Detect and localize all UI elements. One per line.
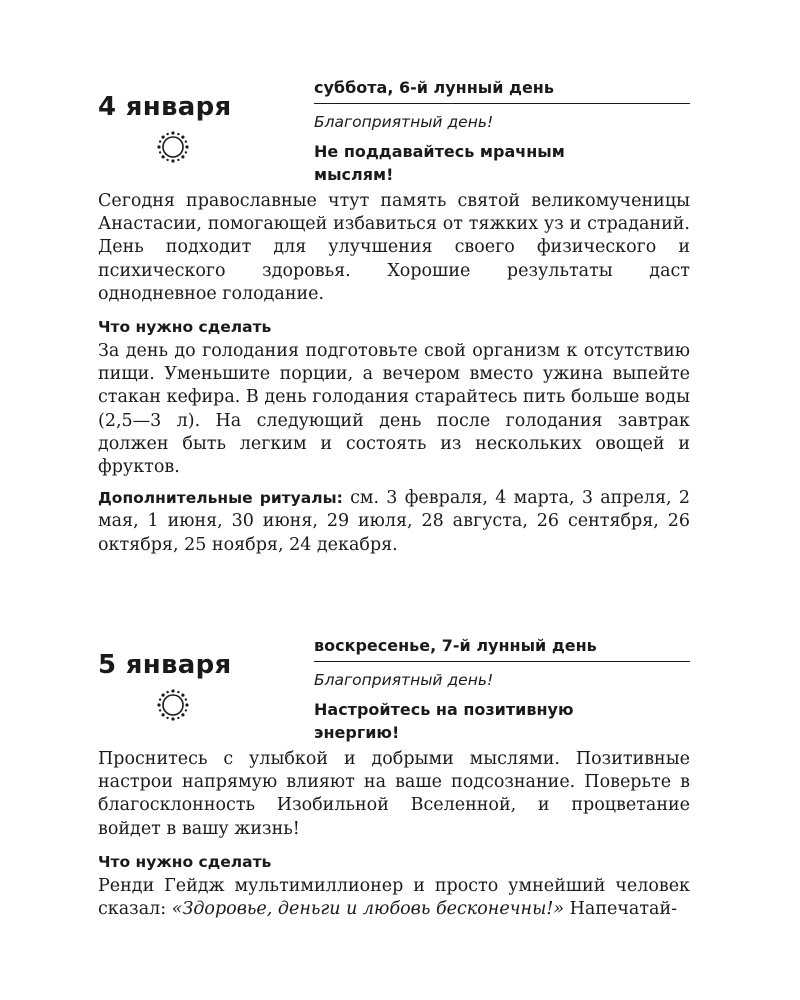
entry-date: 5 января — [98, 650, 232, 680]
favorable-day-label: Благоприятный день! — [314, 113, 494, 131]
extra-rituals-dates: см. 3 февраля, 4 марта, 3 апреля, 2 мая, 1 июня, 30 июня, 29 июля, 28 августа, 26 сентября, 26 октября, 25 ноября, 24 декабря. — [98, 488, 690, 555]
sun-icon — [156, 688, 190, 722]
entry-meta — [314, 76, 690, 186]
todo-heading: Что нужно сделать — [98, 318, 272, 337]
entry-meta — [314, 634, 690, 744]
entry-date: 4 января — [98, 92, 232, 122]
entry-header — [98, 634, 690, 748]
day-entry-jan-5 — [98, 634, 690, 921]
entry-intro: Сегодня православные чтут память святой великомученицы Анастасии, помогающей избавиться от тяжких уз и страданий. День подходит для улучшения своего физического и психического здоровья. Хорошие результаты даст однодневное голодание. — [98, 191, 690, 304]
todo-text — [98, 875, 690, 921]
todo-heading: Что нужно сделать — [98, 852, 272, 871]
extra-rituals-label: Дополнительные ритуалы: — [98, 489, 343, 508]
extra-rituals — [98, 487, 690, 557]
day-motto: Не поддавайтесь мрачным мыслям! — [314, 142, 565, 184]
weekday-lunar-day: суббота, 6-й лунный день — [314, 76, 690, 104]
todo-quote: «Здоровье, деньги и любовь бесконечны!» — [171, 899, 565, 920]
day-entry-jan-4 — [98, 76, 690, 557]
favorable-day-label: Благоприятный день! — [314, 671, 494, 689]
weekday-lunar-day: воскресенье, 7-й лунный день — [314, 634, 690, 662]
entry-intro: Проснитесь с улыбкой и добрыми мыслями. Позитивные настрои напрямую влияют на ваше подсознание. Поверьте в благосклонность Изобильной Вселенной, и процветание войдет в вашу жизнь! — [98, 749, 690, 839]
entry-header — [98, 76, 690, 190]
todo-text-end: Напечатай- — [564, 899, 678, 920]
todo-text-start: Ренди Гейдж мультимиллионер и просто умнейший человек сказал: — [98, 875, 690, 920]
sun-icon — [156, 130, 190, 164]
todo-text: За день до голодания подготовьте свой организм к отсутствию пищи. Уменьшите порции, а вечером вместо ужина выпейте стакан кефира. В день голодания старайтесь пить больше воды (2,5—3 л). На следующий день после голодания завтрак должен быть легким и состоять из нескольких овощей и фруктов. — [98, 341, 690, 478]
day-motto: Настройтесь на позитивную энергию! — [314, 700, 574, 742]
